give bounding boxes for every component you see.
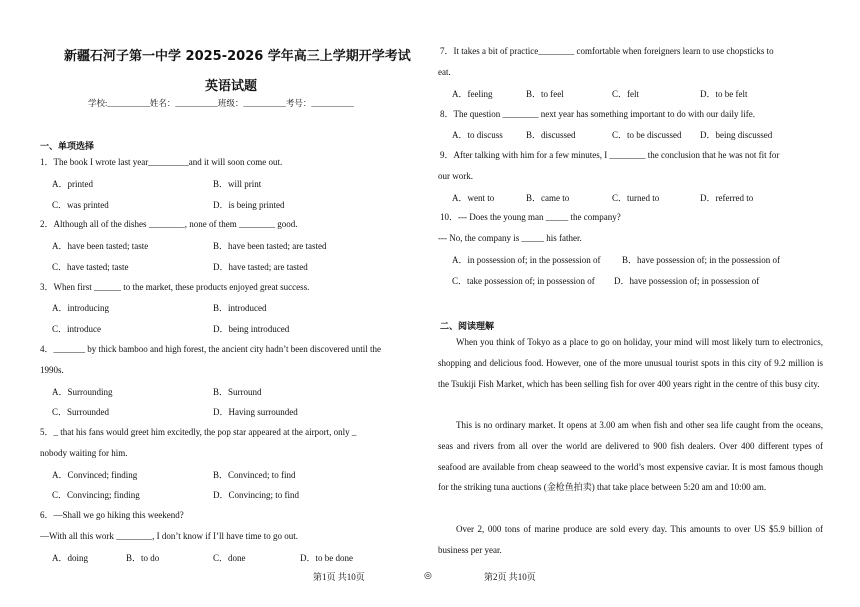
question-1-option-c[interactable]: C．was printed [52,200,109,210]
reading-paragraph-3: Over 2, 000 tons of marine produce are sold every day. This amounts to over US $5.9 billion of business per year. [438,524,823,555]
question-2-stem: 2．Although all of the dishes ________, none of them ________ good. [40,219,298,229]
question-10-option-c[interactable]: C．take possession of; in possession of [452,276,595,286]
question-6-option-b[interactable]: B．to do [126,553,160,563]
question-6-option-a[interactable]: A．doing [52,553,89,563]
question-4-option-d[interactable]: D．Having surrounded [213,407,298,417]
question-3-option-d[interactable]: D．being introduced [213,324,290,334]
reading-paragraph-2: This is no ordinary market. It opens at 3.00 am when fish and other sea life caught from the oceans, seas and rivers from all over the world are delivered to 900 fish dealers. Over 400 different types of seafood are available from cheap seaweed to the world’s most expensive caviar. It is most famous though for the striking tuna auctions (金枪鱼拍卖) that take place between 5:20 am and 10:00 am. [438,420,823,493]
question-5-option-b[interactable]: B．Convinced; to find [213,470,296,480]
question-3-option-c[interactable]: C．introduce [52,324,101,334]
question-8-option-c[interactable]: C．to be discussed [612,130,682,140]
footer-mark: ◎ [424,570,432,580]
reading-paragraph-1: When you think of Tokyo as a place to go on holiday, your mind will most likely turn to electronics, shopping and delicious food. However, one of the more unusual tourist spots in this city of 9.2 million is the Tsukiji Fish Market, which has been selling fish for over 400 years right in the centre of this busy city. [438,337,823,389]
question-4-option-a[interactable]: A．Surrounding [52,387,113,397]
question-7-option-b[interactable]: B．to feel [526,89,564,99]
question-2-option-a[interactable]: A．have been tasted; taste [52,241,149,251]
footer-page-left: 第1页 共10页 [313,572,365,582]
question-9-option-a[interactable]: A．went to [452,193,495,203]
question-10-option-a[interactable]: A．in possession of; in the possession of [452,255,601,265]
question-4-option-b[interactable]: B．Surround [213,387,262,397]
question-6-stem: 6．—Shall we go hiking this weekend? [40,510,184,520]
section-title-single-choice: 一、单项选择 [40,142,95,152]
section-title-reading: 二、阅读理解 [440,322,495,332]
question-3-stem: 3．When first ______ to the market, these products enjoyed great success. [40,282,310,292]
student-info-line: 学校:__________姓名：__________班级：__________考号：__________ [88,98,354,108]
exam-title: 新疆石河子第一中学 2025-2026 学年高三上学期开学考试 [64,49,411,64]
question-5-stem: 5．_ that his fans would greet him excitedly, the pop star appeared at the airport, only _ [40,427,357,437]
question-1-option-a[interactable]: A．printed [52,179,93,189]
question-9-option-d[interactable]: D．referred to [700,193,754,203]
footer-page-right: 第2页 共10页 [484,572,536,582]
question-3-option-b[interactable]: B．introduced [213,303,267,313]
question-7-stem: 7．It takes a bit of practice________ comfortable when foreigners learn to use chopsticks to [440,46,774,56]
question-6-option-c[interactable]: C．done [213,553,246,563]
question-5-option-d[interactable]: D．Convincing; to find [213,490,299,500]
question-10-stem: 10．--- Does the young man _____ the company? [440,212,621,222]
question-2-option-d[interactable]: D．have tasted; are tasted [213,262,308,272]
question-9-stem: 9．After talking with him for a few minutes, I ________ the conclusion that he was not fit for [440,150,780,160]
question-4-stem: 4．_______ by thick bamboo and high forest, the ancient city hadn’t been discovered until the [40,344,382,354]
question-1-option-d[interactable]: D．is being printed [213,200,285,210]
question-7-option-d[interactable]: D．to be felt [700,89,748,99]
question-9-option-b[interactable]: B．came to [526,193,570,203]
question-8-option-a[interactable]: A．to discuss [452,130,503,140]
question-9-stem-cont: our work. [438,171,473,181]
question-2-option-c[interactable]: C．have tasted; taste [52,262,129,272]
exam-subtitle: 英语试题 [205,79,258,94]
question-5-stem-cont: nobody waiting for him. [40,448,128,458]
question-4-option-c[interactable]: C．Surrounded [52,407,109,417]
question-7-stem-cont: eat. [438,67,451,77]
question-8-stem: 8．The question ________ next year has something important to do with our daily life. [440,109,755,119]
question-6-option-d[interactable]: D．to be done [300,553,353,563]
question-10-stem-cont: --- No, the company is _____ his father. [438,233,582,243]
question-1-stem: 1．The book I wrote last year_________and it will soon come out. [40,157,283,167]
question-8-option-d[interactable]: D．being discussed [700,130,773,140]
question-9-option-c[interactable]: C．turned to [612,193,660,203]
question-5-option-a[interactable]: A．Convinced; finding [52,470,138,480]
question-10-option-b[interactable]: B．have possession of; in the possession of [622,255,780,265]
question-3-option-a[interactable]: A．introducing [52,303,109,313]
question-1-option-b[interactable]: B．will print [213,179,262,189]
question-10-option-d[interactable]: D．have possession of; in possession of [614,276,760,286]
question-5-option-c[interactable]: C．Convincing; finding [52,490,140,500]
question-8-option-b[interactable]: B．discussed [526,130,576,140]
question-7-option-a[interactable]: A．feeling [452,89,493,99]
question-7-option-c[interactable]: C．felt [612,89,639,99]
question-6-stem-cont: —With all this work ________, I don’t know if I’ll have time to go out. [40,531,298,541]
question-4-stem-cont: 1990s. [40,365,64,375]
question-2-option-b[interactable]: B．have been tasted; are tasted [213,241,327,251]
